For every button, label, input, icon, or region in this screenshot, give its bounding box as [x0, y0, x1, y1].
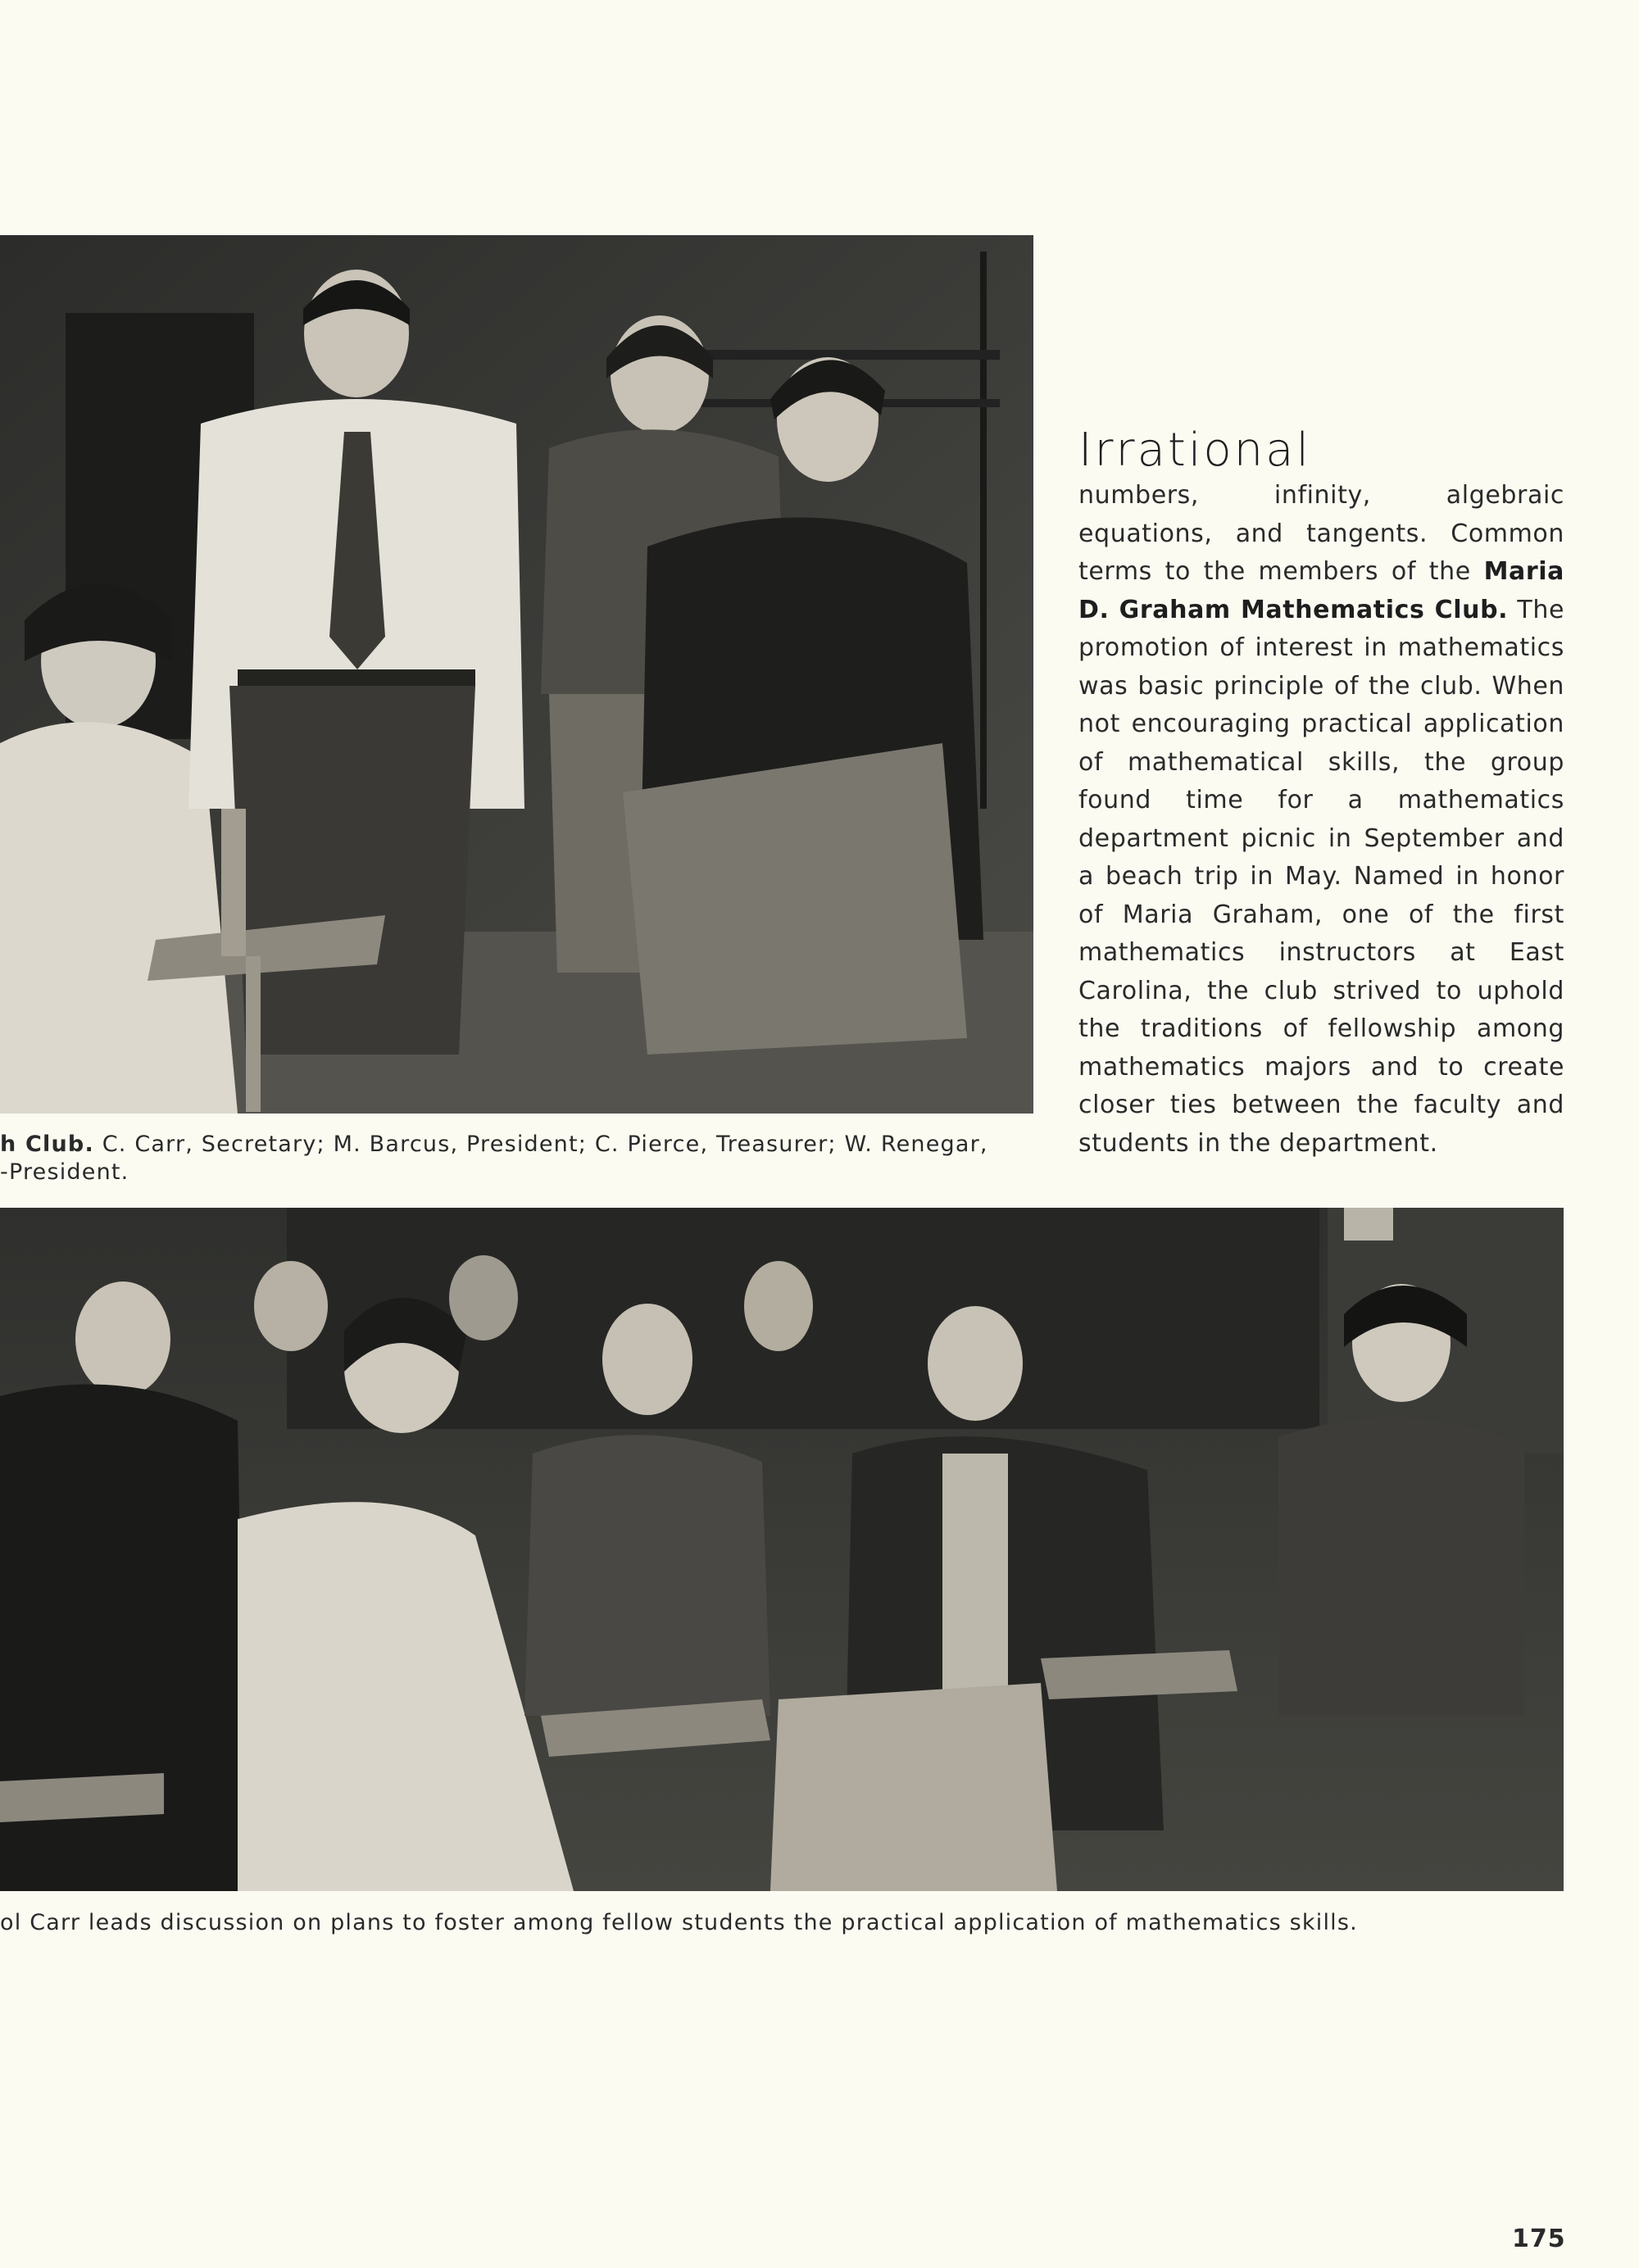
body-main: The promotion of interest in mathematics was basic principle of the club. When not encouraging practical application of mathematical skills, the group found time for a mathematics department picnic in September and a beach trip in May. Named in honor of Maria Graham, one of the first mathematics instructors at East Carolina, the club strived to uphold the traditions of fellowship among mathematics majors and to create closer ties between the faculty and students in the department. [1078, 595, 1565, 1158]
club-meeting-photo [0, 1208, 1564, 1891]
top-photo-caption [0, 1131, 1034, 1186]
caption-club-name: h Club. [0, 1132, 94, 1157]
headline: Irrational [1078, 424, 1312, 477]
page-number: 175 [1512, 2225, 1566, 2253]
caption-officers: C. Carr, Secretary; M. Barcus, President; C. Pierce, Treasurer; W. Renegar, [102, 1132, 988, 1157]
article-body [1078, 477, 1564, 1163]
body-intro: numbers, infinity, algebraic equations, and tangents. Common terms to the members of the [1078, 481, 1564, 586]
bottom-photo-caption: ol Carr leads discussion on plans to foster among fellow students the practical application of mathematics skills. [0, 1910, 1358, 1935]
caption-continuation: -President. [0, 1159, 129, 1185]
club-name-bold: Maria D. Graham Mathematics Club. [1078, 557, 1564, 624]
article [1078, 426, 1564, 1163]
club-officers-photo [0, 235, 1033, 1114]
